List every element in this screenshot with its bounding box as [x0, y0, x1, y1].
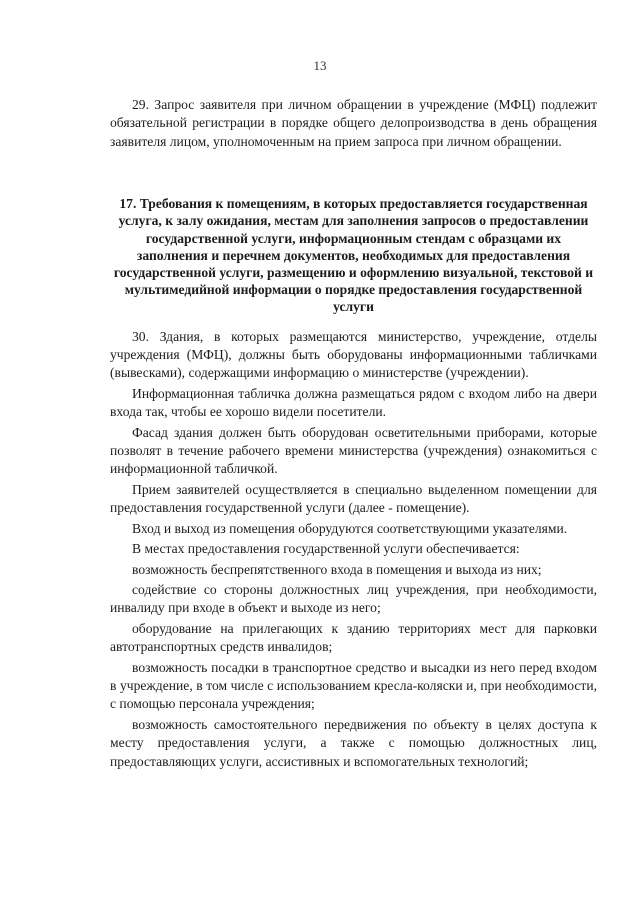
- paragraph-provision-intro: В местах предоставления государственной услуги обеспечивается:: [132, 541, 520, 557]
- paragraph-reception: Прием заявителей осуществляется в специально выделенном помещении для предоставления государственной услуги (далее - помещение).: [110, 481, 597, 516]
- paragraph-info-plate: Информационная табличка должна размещаться рядом с входом либо на двери входа так, чтобы ее хорошо видели посетители.: [110, 385, 597, 420]
- list-item-movement: возможность самостоятельного передвижения по объекту в целях доступа к месту предоставления услуги, а также с помощью должностных лиц, предоставляющих услуги, ассистивных и вспомогательных технологий;: [110, 716, 597, 769]
- page-number: 13: [313, 58, 327, 73]
- paragraph-30: 30. Здания, в которых размещаются министерство, учреждение, отделы учреждения (МФЦ), должны быть оборудованы информационными табличками (вывесками), содержащими информацию о министерстве (учреждении).: [110, 328, 597, 381]
- paragraph-29: 29. Запрос заявителя при личном обращении в учреждение (МФЦ) подлежит обязательной регистрации в порядке общего делопроизводства в день обращения заявителя лицом, уполномоченным на прием запроса при личном обращении.: [110, 97, 597, 149]
- paragraph-entrance-exit: Вход и выход из помещения оборудуются соответствующими указателями.: [132, 520, 568, 536]
- section-heading-17: 17. Требования к помещениям, в которых предоставляется государственная услуга, к залу ожидания, местам для заполнения запросов о предоставлении государственной услуги, информационным стендам с образцами их заполнения и перечнем документов, необходимых для предоставления государственной услуги, размещению и оформлению визуальной, текстовой и мультимедийной информации о порядке предоставления государственной услуги: [113, 196, 594, 315]
- document-body: [110, 96, 597, 771]
- list-item-transport: возможность посадки в транспортное средство и высадки из него перед входом в учреждение, в том числе с использованием кресла-коляски и, при необходимости, с помощью персонала учреждения;: [110, 659, 597, 712]
- list-item-access: возможность беспрепятственного входа в помещения и выхода из них;: [132, 561, 542, 577]
- paragraph-facade: Фасад здания должен быть оборудован осветительными приборами, которые позволят в течение рабочего времени министерства (учреждения) ознакомиться с информационной табличкой.: [110, 424, 597, 477]
- list-item-assistance: содействие со стороны должностных лиц учреждения, при необходимости, инвалиду при входе в объект и выходе из него;: [110, 581, 597, 616]
- list-item-parking: оборудование на прилегающих к зданию территориях мест для парковки автотранспортных средств инвалидов;: [110, 620, 597, 655]
